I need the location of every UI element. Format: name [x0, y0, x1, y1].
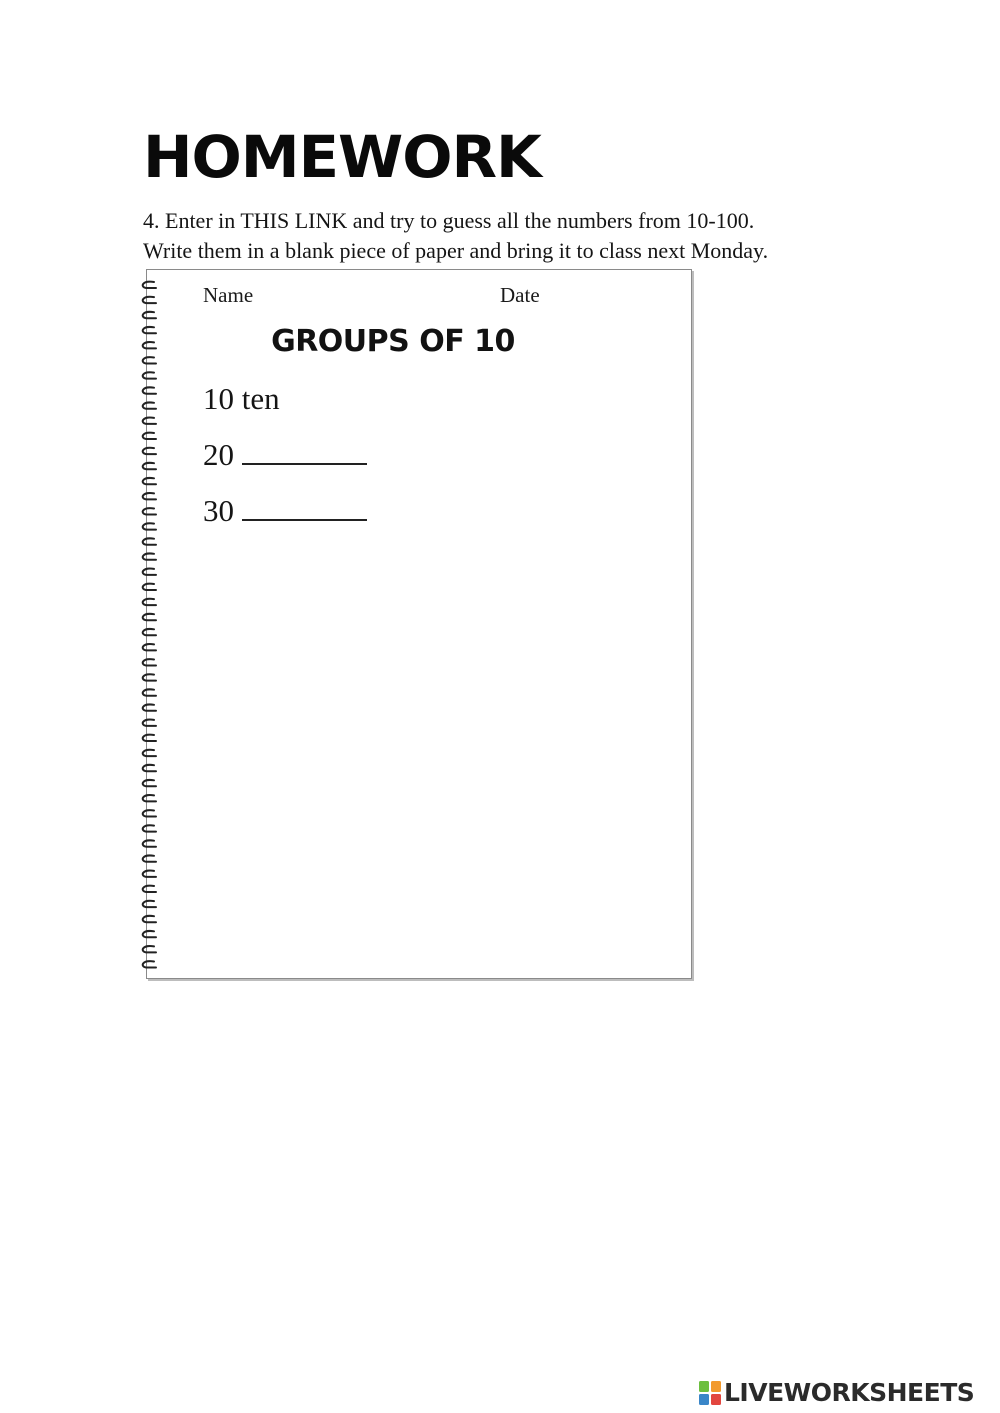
- answer-blank[interactable]: [242, 495, 367, 521]
- notebook-heading: GROUPS OF 10: [271, 324, 515, 359]
- list-item: [203, 380, 280, 418]
- notebook-page: [146, 269, 692, 979]
- row-number: 10: [203, 381, 234, 416]
- name-label: Name: [203, 283, 254, 307]
- instruction-line-1: 4. Enter in THIS LINK and try to guess all the numbers from 10-100.: [143, 208, 755, 233]
- answer-blank[interactable]: [242, 439, 367, 465]
- row-answer: ten: [241, 381, 280, 416]
- instruction-line-2: Write them in a blank piece of paper and bring it to class next Monday.: [143, 238, 769, 263]
- liveworksheets-logo-icon: [698, 1380, 722, 1406]
- list-item: [203, 436, 367, 474]
- row-number: 20: [203, 437, 234, 472]
- list-item: [203, 492, 367, 530]
- spiral-binding-icon: [138, 278, 162, 973]
- brand-name: LIVEWORKSHEETS: [724, 1378, 975, 1407]
- page-title: HOMEWORK: [143, 123, 541, 191]
- date-label: Date: [500, 283, 540, 307]
- footer-brand[interactable]: [698, 1378, 974, 1408]
- row-number: 30: [203, 493, 234, 528]
